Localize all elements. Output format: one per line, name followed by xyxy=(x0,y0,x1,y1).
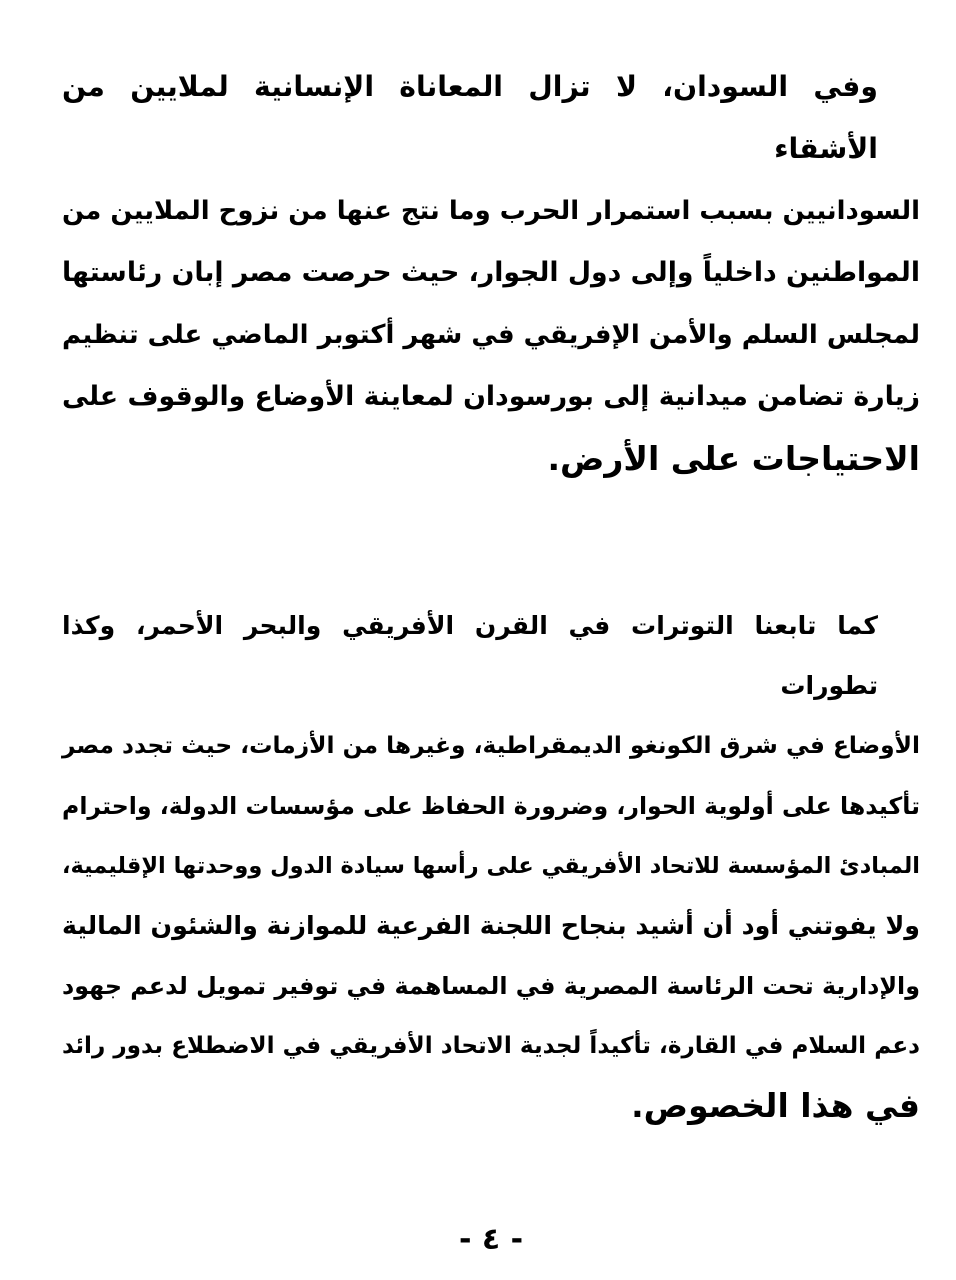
text-line: في هذا الخصوص. xyxy=(631,1086,920,1125)
text-line: الأوضاع في شرق الكونغو الديمقراطية، وغيرها من الأزمات، حيث تجدد مصر xyxy=(62,732,920,759)
text-line: كما تابعنا التوترات في القرن الأفريقي والبحر الأحمر، وكذا تطورات xyxy=(62,611,878,700)
text-line: زيارة تضامن ميدانية إلى بورسودان لمعاينة الأوضاع والوقوف على xyxy=(62,381,920,412)
text-line: السودانيين بسبب استمرار الحرب وما نتج عنها من نزوح الملايين من xyxy=(62,196,920,226)
text-line: لمجلس السلم والأمن الإفريقي في شهر أكتوبر الماضي على تنظيم xyxy=(62,320,920,350)
paragraph-sudan xyxy=(62,56,920,490)
text-line: ولا يفوتني أود أن أشيد بنجاح اللجنة الفرعية للموازنة والشئون المالية xyxy=(62,911,920,940)
text-line: وفي السودان، لا تزال المعاناة الإنسانية لملايين من الأشقاء xyxy=(62,70,878,165)
text-line: الاحتياجات على الأرض. xyxy=(547,439,920,478)
paragraph-regional-tensions xyxy=(62,596,920,1136)
text-line: تأكيدها على أولوية الحوار، وضرورة الحفاظ على مؤسسات الدولة، واحترام xyxy=(62,792,920,820)
text-line: والإدارية تحت الرئاسة المصرية في المساهمة في توفير تمويل لدعم جهود xyxy=(62,972,920,1000)
text-line: المبادئ المؤسسة للاتحاد الأفريقي على رأسها سيادة الدول ووحدتها الإقليمية، xyxy=(62,853,920,879)
text-line: المواطنين داخلياً وإلى دول الجوار، حيث حرصت مصر إبان رئاستها xyxy=(62,257,920,288)
page-number: - ٤ - xyxy=(458,1222,524,1257)
text-line: دعم السلام في القارة، تأكيداً لجدية الاتحاد الأفريقي في الاضطلاع بدور رائد xyxy=(62,1033,920,1059)
